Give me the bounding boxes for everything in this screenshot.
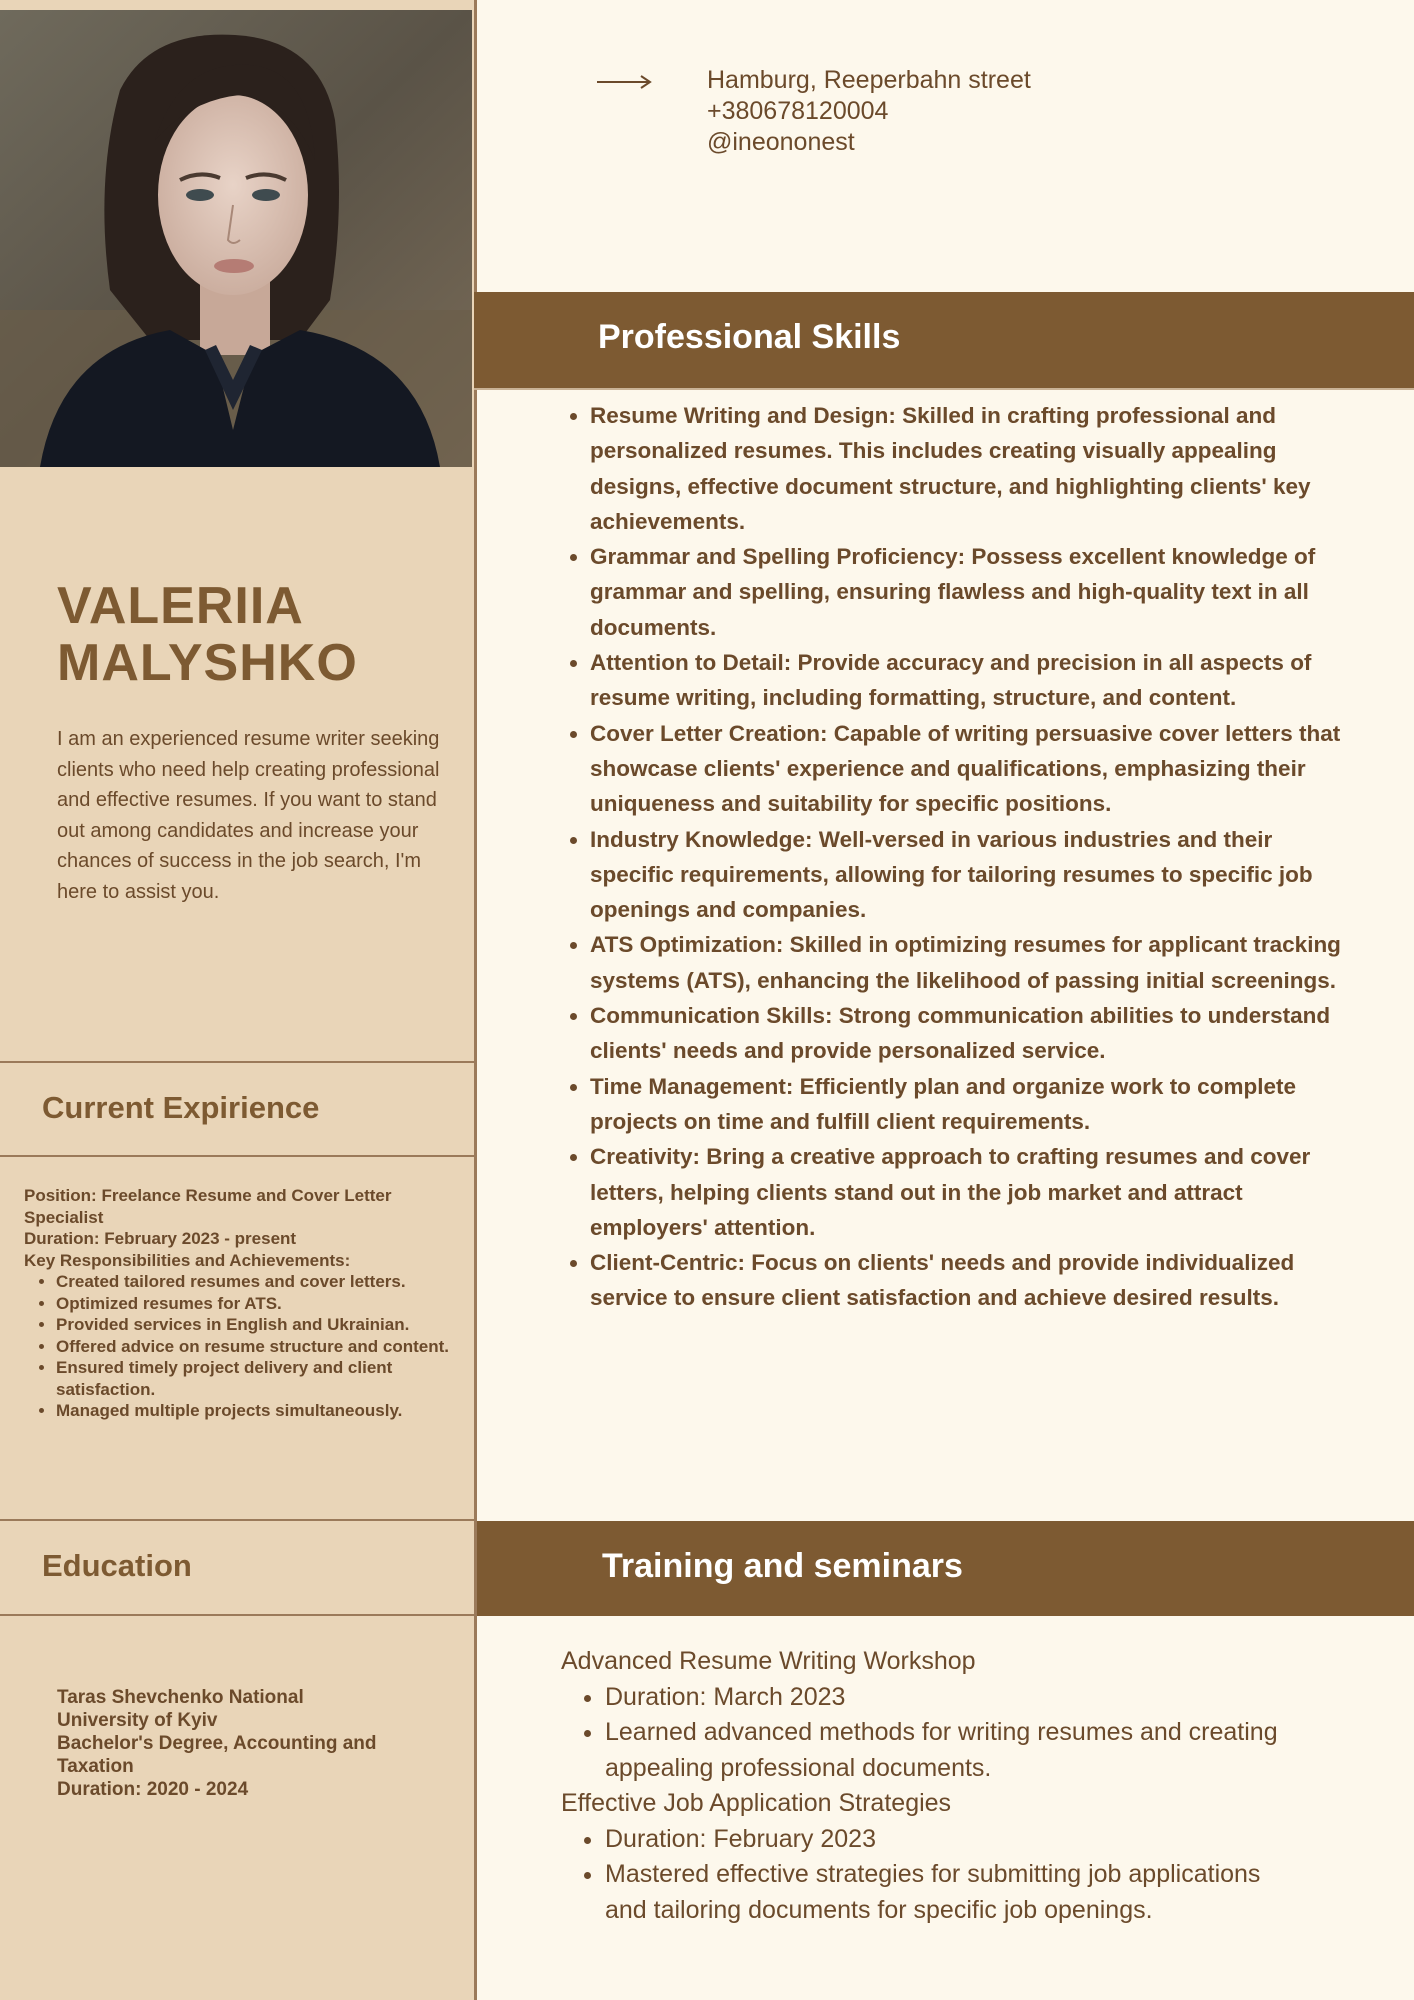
responsibility-item: • Managed multiple projects simultaneously. [56,1400,464,1422]
course-detail: • Mastered effective strategies for submitting job applications and tailoring documents for specific job openings. [605,1857,1281,1928]
education-title: Education [42,1548,192,1583]
duration-text: Duration: February 2023 - present [24,1229,297,1248]
responsibility-item: • Offered advice on resume structure and content. [56,1336,464,1358]
course-name: Advanced Resume Writing Workshop [561,1647,976,1675]
skills-title: Professional Skills [598,318,901,356]
course-name: Effective Job Application Strategies [561,1789,952,1817]
experience-bottom-divider [0,1155,474,1157]
experience-top-divider [0,1061,474,1063]
education-duration: Duration: 2020 - 2024 [57,1779,249,1800]
education-details [57,1686,437,1801]
person-name [57,578,358,692]
first-name: VALERIIA [57,577,304,635]
university-line-1: Taras Shevchenko National [57,1687,304,1708]
degree-line-1: Bachelor's Degree, Accounting and [57,1733,377,1754]
last-name: MALYSHKO [57,634,358,692]
skill-item: • Industry Knowledge: Well-versed in various industries and their specific requirements, allowing for tailoring resumes to specific job openings and companies. [590,822,1356,928]
social-handle-text: @ineononest [707,128,855,156]
university-line-2: University of Kyiv [57,1710,218,1731]
training-title: Training and seminars [602,1547,963,1585]
portrait-photo [0,10,472,467]
arrow-right-icon [597,72,653,92]
responsibility-item: • Ensured timely project delivery and client satisfaction. [56,1357,464,1400]
skill-item: • Creativity: Bring a creative approach to crafting resumes and cover letters, helping clients stand out in the job market and attract employers' attention. [590,1139,1356,1245]
skill-item: • Client-Centric: Focus on clients' needs and provide individualized service to ensure client satisfaction and achieve desired results. [590,1245,1356,1316]
skill-item: • Resume Writing and Design: Skilled in crafting professional and personalized resumes. This includes creating visually appealing designs, effective document structure, and highlighting clients' key achievements. [590,398,1356,539]
intro-paragraph: I am an experienced resume writer seeking clients who need help creating professional and effective resumes. If you want to stand out among candidates and increase your chances of success in the job search, I'm here to assist you. [57,728,440,903]
skills-divider [474,388,1414,390]
degree-line-2: Taxation [57,1756,134,1777]
skills-list [556,398,1356,1316]
skill-item: • Attention to Detail: Provide accuracy and precision in all aspects of resume writing, including formatting, structure, and content. [590,645,1356,716]
training-header-bar [477,1521,1414,1616]
education-top-divider [0,1519,474,1521]
course-detail: • Learned advanced methods for writing resumes and creating appealing professional documents. [605,1715,1281,1786]
course-duration: • Duration: March 2023 [605,1680,1281,1716]
contact-info [707,65,1031,158]
skill-item: • Grammar and Spelling Proficiency: Possess excellent knowledge of grammar and spelling, ensuring flawless and high-quality text in all documents. [590,539,1356,645]
position-text: Position: Freelance Resume and Cover Letter Specialist [24,1186,392,1227]
skill-item: • Cover Letter Creation: Capable of writing persuasive cover letters that showcase clients' experience and qualifications, emphasizing their uniqueness and suitability for specific positions. [590,716,1356,822]
experience-title: Current Expirience [42,1090,320,1125]
address-text: Hamburg, Reeperbahn street [707,66,1031,94]
responsibilities-heading: Key Responsibilities and Achievements: [24,1250,351,1270]
skill-item: • Communication Skills: Strong communication abilities to understand clients' needs and provide personalized service. [590,998,1356,1069]
course-duration: • Duration: February 2023 [605,1822,1281,1858]
skills-header-bar [474,292,1414,388]
phone-text: +380678120004 [707,97,889,125]
skill-item: • ATS Optimization: Skilled in optimizing resumes for applicant tracking systems (ATS), enhancing the likelihood of passing initial screenings. [590,927,1356,998]
responsibility-item: • Created tailored resumes and cover letters. [56,1271,464,1293]
skill-item: • Time Management: Efficiently plan and organize work to complete projects on time and fulfill client requirements. [590,1069,1356,1140]
education-bottom-divider [0,1614,474,1616]
responsibility-item: • Optimized resumes for ATS. [56,1293,464,1315]
experience-details [24,1185,464,1422]
responsibility-item: • Provided services in English and Ukrainian. [56,1314,464,1336]
training-list [561,1644,1281,1928]
